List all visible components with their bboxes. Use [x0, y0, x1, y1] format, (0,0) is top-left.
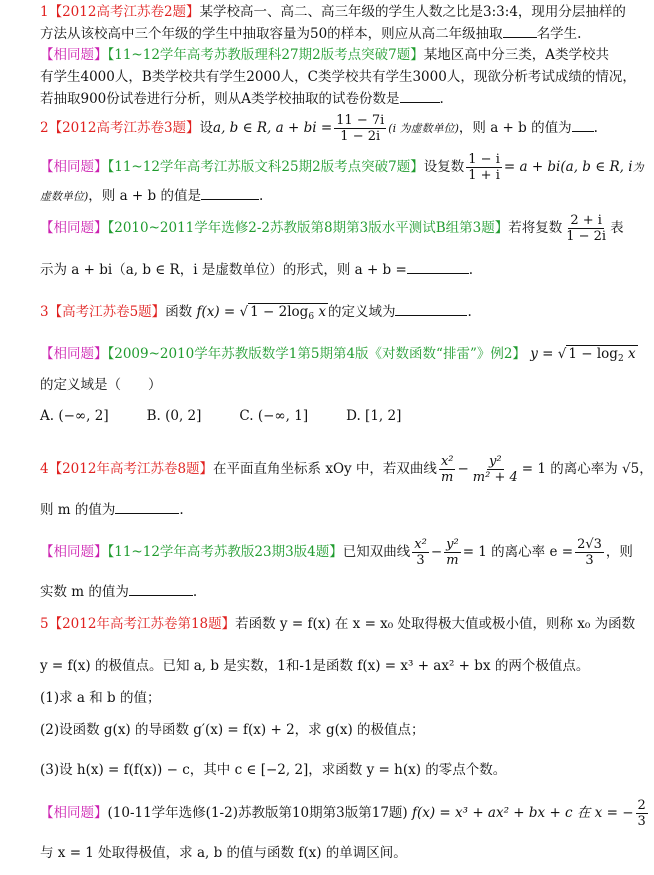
- q3-related-line1: 【相同题】【2009~2010学年苏教版数学1第5期第4版《对数函数“排雷”》例2】 y = √ $1 - \log_2 x$: [40, 346, 636, 364]
- q5-part3-text: (3)设 h(x) = f(f(x)) − c，其中 c ∈ [−2, 2]，求函数 y = h(x) 的零点个数。: [40, 762, 507, 778]
- q4-related-line2: [40, 582, 197, 602]
- q1-text-2: 方法从该校高中三个年级的学生中抽取容量为50的样本，则应从高二年级抽取: [40, 26, 503, 42]
- q5-text-1: 若函数 y = f(x) 在 x = x₀ 处取得极大值或极小值，则称 x₀ 为函数: [235, 616, 636, 632]
- q2-pre: 设: [199, 120, 214, 136]
- q1-related-text-2: 有学生4000人，B类学校共有学生2000人，C类学校共有学生3000人，现欲分析考试成绩的情况，: [40, 69, 636, 85]
- q4-line1: [40, 449, 653, 489]
- q5-related-line1: [40, 793, 650, 833]
- q5-text-2: y = f(x) 的极值点。已知 a, b 是实数，1和-1是函数 f(x) = x³ + ax² + bx 的两个极值点。: [40, 658, 590, 674]
- q2-related2-line2: [40, 260, 473, 280]
- q2-related1-post: = a + bi(a, b ∈ R, i: [503, 159, 633, 175]
- q2-related2-answer-blank[interactable]: [407, 261, 469, 274]
- q4-related-e-fraction: [575, 537, 604, 568]
- q3-radical-sub: 6: [308, 312, 315, 322]
- q3-line1: 3【高考江苏卷5题】函数 f(x) = √ $1 - 2\log_6$ x 的定义域为 .: [40, 304, 472, 322]
- q5-related-label: 【相同题】: [40, 805, 108, 821]
- q2-related2-frac-num: 2 + i: [570, 213, 602, 228]
- q2-related2-line1: [40, 210, 624, 246]
- q2-related1-line2-note: 虚数单位): [40, 190, 89, 203]
- q4-related-text-2-end: .: [192, 584, 198, 600]
- q1-related-label: 【相同题】: [40, 47, 108, 63]
- q3-radical-x: x: [318, 304, 326, 320]
- q5-part1-text: (1)求 a 和 b 的值；: [40, 690, 161, 706]
- q4-related-fraction-1: [412, 537, 429, 568]
- q3-post: 的定义域为: [327, 304, 396, 320]
- q2-related1-answer-blank[interactable]: [201, 187, 259, 200]
- q3-answer-blank[interactable]: [395, 303, 467, 316]
- q2-source-tag: 【2012高考江苏卷3题】: [48, 120, 200, 136]
- q2-related2-tag: 【2010~2011学年选修2-2苏教版第8期第3版水平测试B组第3题】: [107, 220, 509, 236]
- q4-f2-den: m² + 4: [472, 470, 518, 485]
- q2-fraction: [334, 113, 386, 144]
- q2-related1-pre: 设复数: [423, 159, 465, 175]
- q5-line1: [40, 614, 635, 634]
- q2-frac-num: 11 − 7i: [336, 113, 385, 128]
- q2-related2-fraction: [564, 213, 608, 244]
- q4-related-label: 【相同题】: [40, 544, 108, 560]
- q2-number: 2: [40, 120, 49, 136]
- q2-related2-end: .: [468, 262, 474, 278]
- q5-number: 5: [40, 616, 49, 632]
- q3-options: [40, 406, 439, 426]
- q4-fraction-2: [471, 454, 520, 485]
- q2-related1-fraction: [466, 152, 502, 183]
- q3-related-label: 【相同题】: [40, 346, 108, 362]
- q1-line1: [40, 2, 626, 22]
- q4-source-tag: 【2012年高考江苏卷8题】: [48, 461, 214, 477]
- q3-func: f(x) =: [196, 304, 236, 320]
- q1-related-line1: [40, 45, 609, 65]
- q3-radical: [248, 303, 328, 320]
- q5-related-frac-num: 2: [637, 798, 646, 813]
- q4-related-text-2: 实数 m 的值为: [40, 584, 129, 600]
- q5-line2: [40, 656, 589, 676]
- q3-end: .: [467, 304, 472, 320]
- q2-related1-tag: 【11~12学年高考江苏版文科25期2版考点突破7题】: [107, 159, 424, 175]
- q4-fraction-1: [439, 454, 456, 485]
- q1-line2: [40, 24, 581, 44]
- q4-f1-num: x²: [440, 454, 454, 469]
- q1-related-line3: [40, 89, 444, 109]
- q1-related-tag: 【11~12学年高考苏教版理科27期2版考点突破7题】: [107, 47, 424, 63]
- q2-line1: [40, 110, 598, 147]
- q3-source-tag: 【高考江苏卷5题】: [48, 304, 166, 320]
- q5-part2-text: (2)设函数 g(x) 的导函数 g′(x) = f(x) + 2，求 g(x) 的极值点；: [40, 722, 425, 738]
- q1-text-2-end: 名学生.: [536, 26, 582, 42]
- q3-related-radical-body: 1 − log: [568, 346, 618, 362]
- q5-related-tag: (10-11学年选修(1-2)苏教版第10期第3版第17题): [107, 805, 408, 821]
- q2-answer-blank[interactable]: [572, 119, 594, 132]
- q4-related-f1-num: x²: [414, 537, 427, 552]
- q4-related-end: ，则: [605, 544, 633, 560]
- q2-related2-frac-den: 1 − 2i: [566, 229, 607, 244]
- q4-post: = 1 的离心率为 √5，: [521, 461, 653, 477]
- q4-related-answer-blank[interactable]: [129, 583, 193, 596]
- q4-related-f2-num: y²: [446, 537, 459, 552]
- q4-related-f1-den: 3: [416, 553, 425, 568]
- q2-related1-label: 【相同题】: [40, 159, 108, 175]
- q1-related-text-3: 若抽取900份试卷进行分析，则从A类学校抽取的试卷份数是: [40, 91, 400, 107]
- q4-f1-den: m: [441, 470, 454, 485]
- q3-option-a[interactable]: A. (−∞, 2]: [40, 408, 109, 424]
- q2-related2-pre: 若将复数: [508, 220, 563, 236]
- q3-related-line2: [40, 375, 162, 395]
- q5-part2: [40, 720, 425, 740]
- q2-related1-line2: [40, 186, 263, 207]
- q3-related-tag: 【2009~2010学年苏教版数学1第5期第4版《对数函数“排雷”》例2】: [107, 346, 526, 362]
- q1-source-tag: 【2012高考江苏卷2题】: [48, 4, 200, 20]
- q2-related1-text-2: ，则 a + b 的值是: [88, 188, 201, 204]
- q4-related-fraction-2: [444, 537, 461, 568]
- q3-option-d[interactable]: D. [1, 2]: [346, 408, 402, 424]
- q2-related1-note: 为: [632, 161, 644, 174]
- q4-text-2: 则 m 的值为: [40, 502, 116, 518]
- q5-source-tag: 【2012年高考江苏卷第18题】: [48, 616, 236, 632]
- q2-condition: a, b ∈ R, a + bi =: [213, 120, 333, 136]
- q3-related-text-2: 的定义域是（ ）: [40, 377, 162, 393]
- q4-pre: 在平面直角坐标系 xOy 中，若双曲线: [213, 461, 437, 477]
- q3-pre: 函数: [165, 304, 193, 320]
- q5-related-frac-den: 3: [637, 814, 646, 829]
- q5-part3: [40, 760, 506, 780]
- q5-related-line2: [40, 843, 407, 863]
- q4-number: 4: [40, 461, 49, 477]
- q3-related-radical-x: x: [627, 346, 636, 362]
- q3-related-func: y =: [530, 346, 554, 362]
- q4-related-post: = 1 的离心率 e =: [462, 544, 574, 560]
- q2-related2-text-2: 示为 a + bi（a, b ∈ R，i 是虚数单位）的形式，则 a + b =: [40, 262, 407, 278]
- q2-related2-label: 【相同题】: [40, 220, 108, 236]
- q1-related-line2: [40, 67, 636, 87]
- q4-related-e-num: 2√3: [577, 537, 602, 552]
- q4-f2-num: y²: [489, 454, 502, 469]
- q5-part1: [40, 688, 160, 708]
- q1-related-text-3-end: .: [439, 91, 444, 107]
- q2-related2-post: 表: [610, 220, 624, 236]
- q5-related-text-2: 与 x = 1 处取得极值，求 a, b 的值与函数 f(x) 的单调区间。: [40, 845, 407, 861]
- q4-related-pre: 已知双曲线: [342, 544, 411, 560]
- q2-end: .: [593, 120, 598, 136]
- q5-related-text-1: f(x) = x³ + ax² + bx + c 在 x = −: [411, 805, 634, 821]
- q1-related-text-1: 某地区高中分三类，A类学校共: [423, 47, 610, 63]
- q4-related-tag: 【11~12学年高考苏教版23期3版4题】: [107, 544, 343, 560]
- q3-radical-body: 1 − 2log: [250, 304, 309, 320]
- q2-frac-den: 1 − 2i: [340, 129, 381, 144]
- q1-text-1: 某学校高一、高二、高三年级的学生人数之比是3:3:4，现用分层抽样的: [199, 4, 626, 20]
- q2-related1-frac-num: 1 − i: [468, 152, 500, 167]
- q5-related-fraction: [636, 798, 648, 829]
- q4-related-f2-den: m: [446, 553, 459, 568]
- q2-post: ，则 a + b 的值为: [458, 120, 572, 136]
- q2-related1-frac-den: 1 + i: [468, 168, 500, 183]
- q4-related-minus: −: [430, 544, 443, 560]
- q4-text-2-end: .: [179, 502, 184, 518]
- q1-number: 1: [40, 4, 49, 20]
- q1-answer-blank[interactable]: [503, 25, 537, 38]
- q4-related-e-den: 3: [585, 553, 594, 568]
- q4-line2: [40, 500, 184, 520]
- q3-number: 3: [40, 304, 49, 320]
- q1-related-answer-blank[interactable]: [400, 90, 440, 103]
- q3-related-radical: [566, 345, 637, 362]
- q2-note: (i 为虚数单位): [388, 122, 459, 135]
- q4-minus: −: [457, 461, 469, 477]
- q3-option-c[interactable]: C. (−∞, 1]: [239, 408, 309, 424]
- q3-option-b[interactable]: B. (0, 2]: [146, 408, 202, 424]
- q3-related-radical-sub: 2: [617, 354, 624, 364]
- q4-answer-blank[interactable]: [115, 501, 179, 514]
- q2-related1-end: .: [258, 188, 264, 204]
- q2-related1-line1: [40, 150, 644, 185]
- q4-related-line1: [40, 532, 633, 572]
